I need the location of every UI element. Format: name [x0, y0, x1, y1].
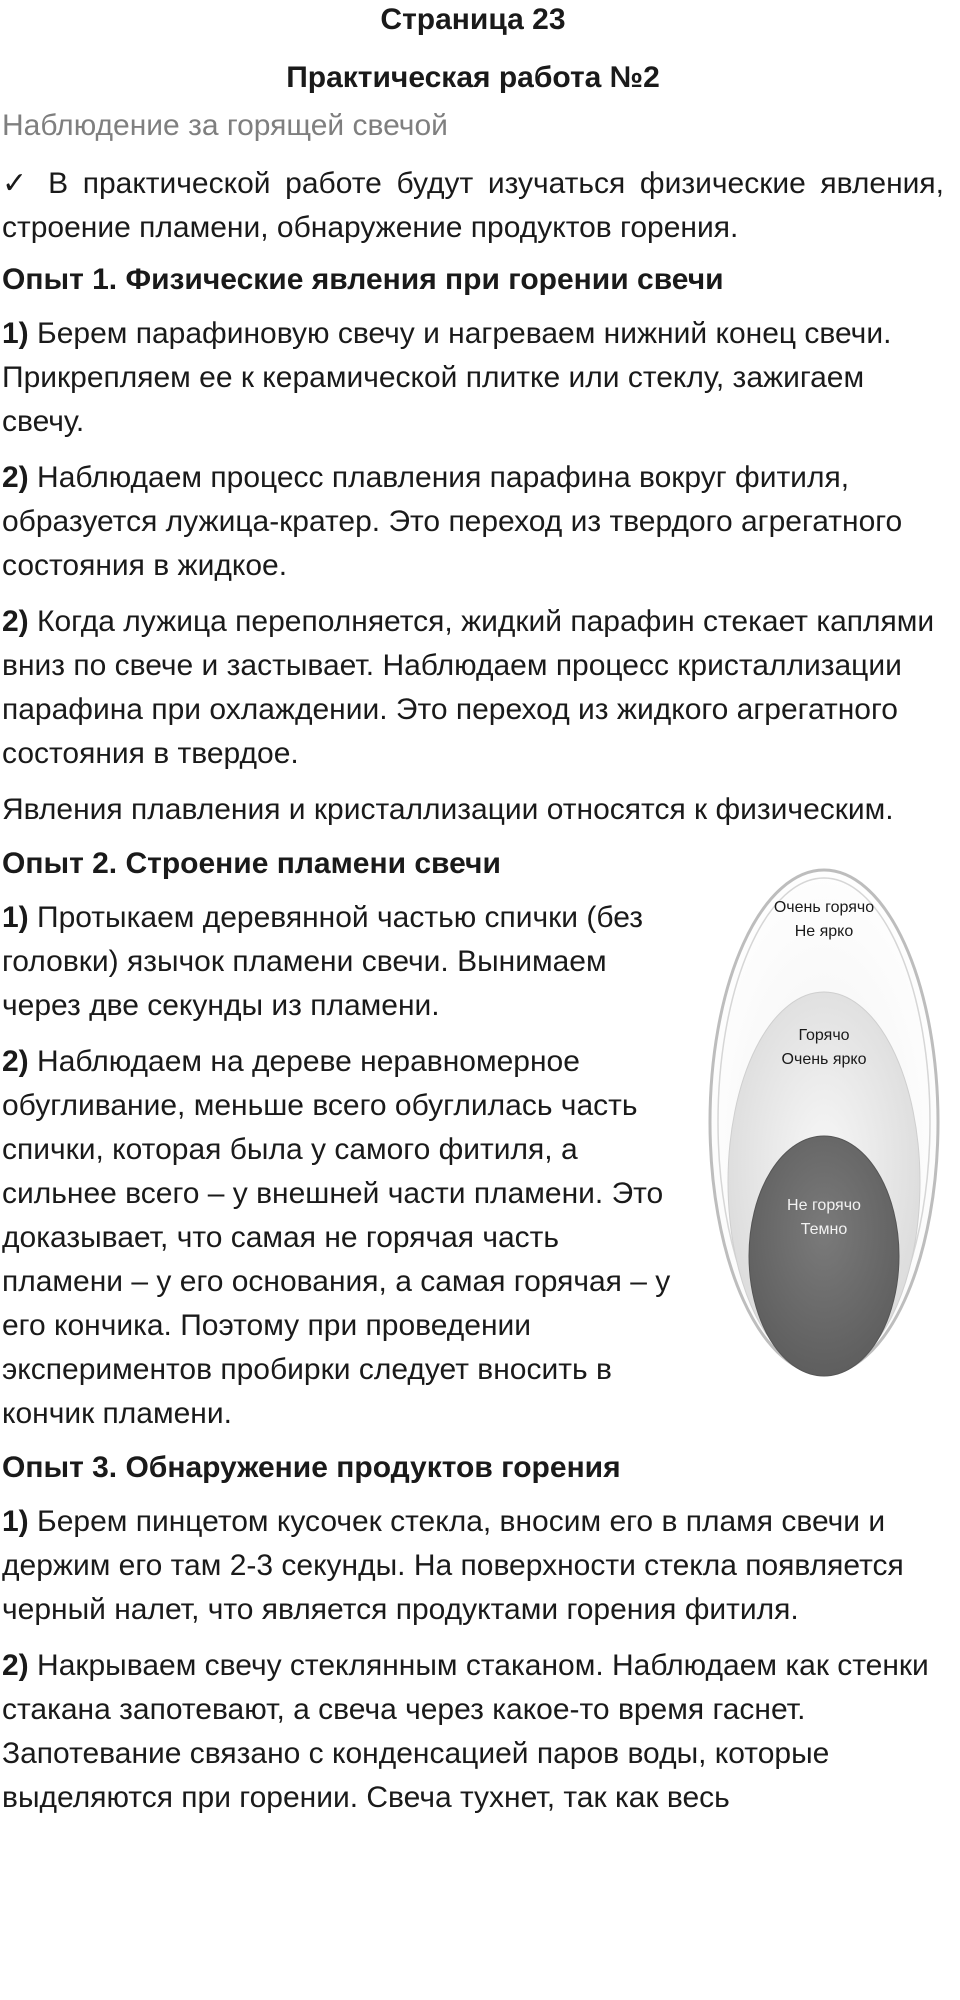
- exp2-section: [2, 844, 944, 1436]
- exp2-step-2: [2, 1040, 682, 1436]
- exp2-step-1: [2, 896, 682, 1028]
- step-number: 2): [2, 461, 29, 494]
- intro-text: В практической работе будут изучаться физические явления, строение пламени, обнаружение продуктов горения.: [2, 167, 944, 244]
- step-number: 1): [2, 901, 29, 934]
- step-number: 2): [2, 1045, 29, 1078]
- step-text: Берем парафиновую свечу и нагреваем нижний конец свечи. Прикрепляем ее к керамической плитке или стеклу, зажигаем свечу.: [2, 317, 892, 438]
- step-text: Наблюдаем на дереве неравномерное обугливание, меньше всего обуглилась часть спички, которая была у самого фитиля, а сильнее всего – у внешней части пламени. Это доказывает, что самая не горячая часть пламени – у его основания, а самая горячая – у его кончика. Поэтому при проведении экспериментов пробирки следует вносить в кончик пламени.: [2, 1045, 671, 1430]
- exp1-step-3: [2, 600, 944, 776]
- flame-inner-zone: [749, 1136, 899, 1376]
- flame-inner-label-1: Не горячо: [787, 1197, 861, 1214]
- step-number: 1): [2, 1505, 29, 1538]
- subtitle: Наблюдение за горящей свечой: [2, 109, 448, 142]
- step-text: Берем пинцетом кусочек стекла, вносим его в пламя свечи и держим его там 2-3 секунды. На поверхности стекла появляется черный налет, что является продуктами горения фитиля.: [2, 1505, 904, 1626]
- step-number: 2): [2, 605, 29, 638]
- flame-outer-label-1: Очень горячо: [773, 899, 875, 916]
- exp3-step-1: [2, 1500, 944, 1632]
- flame-middle-label-2: Очень ярко: [781, 1051, 867, 1068]
- step-text: Протыкаем деревянной частью спички (без головки) язычок пламени свечи. Вынимаем через две секунды из пламени.: [2, 901, 644, 1022]
- step-text: Когда лужица переполняется, жидкий парафин стекает каплями вниз по свече и застывает. Наблюдаем процесс кристаллизации парафина при охлаждении. Это переход из жидкого агрегатного состояния в твердое.: [2, 605, 935, 770]
- step-number: 1): [2, 317, 29, 350]
- flame-outer-label-2: Не ярко: [794, 923, 854, 940]
- exp1-conclusion: Явления плавления и кристаллизации относятся к физическим.: [2, 793, 894, 826]
- work-title: Практическая работа №2: [286, 61, 660, 94]
- exp1-step-1: [2, 312, 944, 444]
- exp3-step-2: [2, 1644, 944, 1820]
- exp1-title: Опыт 1. Физические явления при горении свечи: [2, 263, 724, 296]
- flame-inner-label-2: Темно: [800, 1221, 848, 1238]
- exp2-text: [2, 896, 682, 1436]
- flame-middle-label-1: Горячо: [798, 1027, 850, 1044]
- step-text: Наблюдаем процесс плавления парафина вокруг фитиля, образуется лужица-кратер. Это переход из твердого агрегатного состояния в жидкое.: [2, 461, 903, 582]
- exp3-title: Опыт 3. Обнаружение продуктов горения: [2, 1451, 621, 1484]
- flame-diagram: [704, 864, 944, 1384]
- exp2-title: Опыт 2. Строение пламени свечи: [2, 847, 501, 880]
- intro-paragraph: [2, 162, 944, 250]
- step-number: 2): [2, 1649, 29, 1682]
- exp1-step-2: [2, 456, 944, 588]
- check-icon: ✓: [2, 167, 34, 200]
- step-text: Накрываем свечу стеклянным стаканом. Наблюдаем как стенки стакана запотевают, а свеча через какое-то время гаснет. Запотевание связано с конденсацией паров воды, которые выделяются при горении. Свеча тухнет, так как весь: [2, 1649, 929, 1814]
- page-number: Страница 23: [380, 3, 566, 36]
